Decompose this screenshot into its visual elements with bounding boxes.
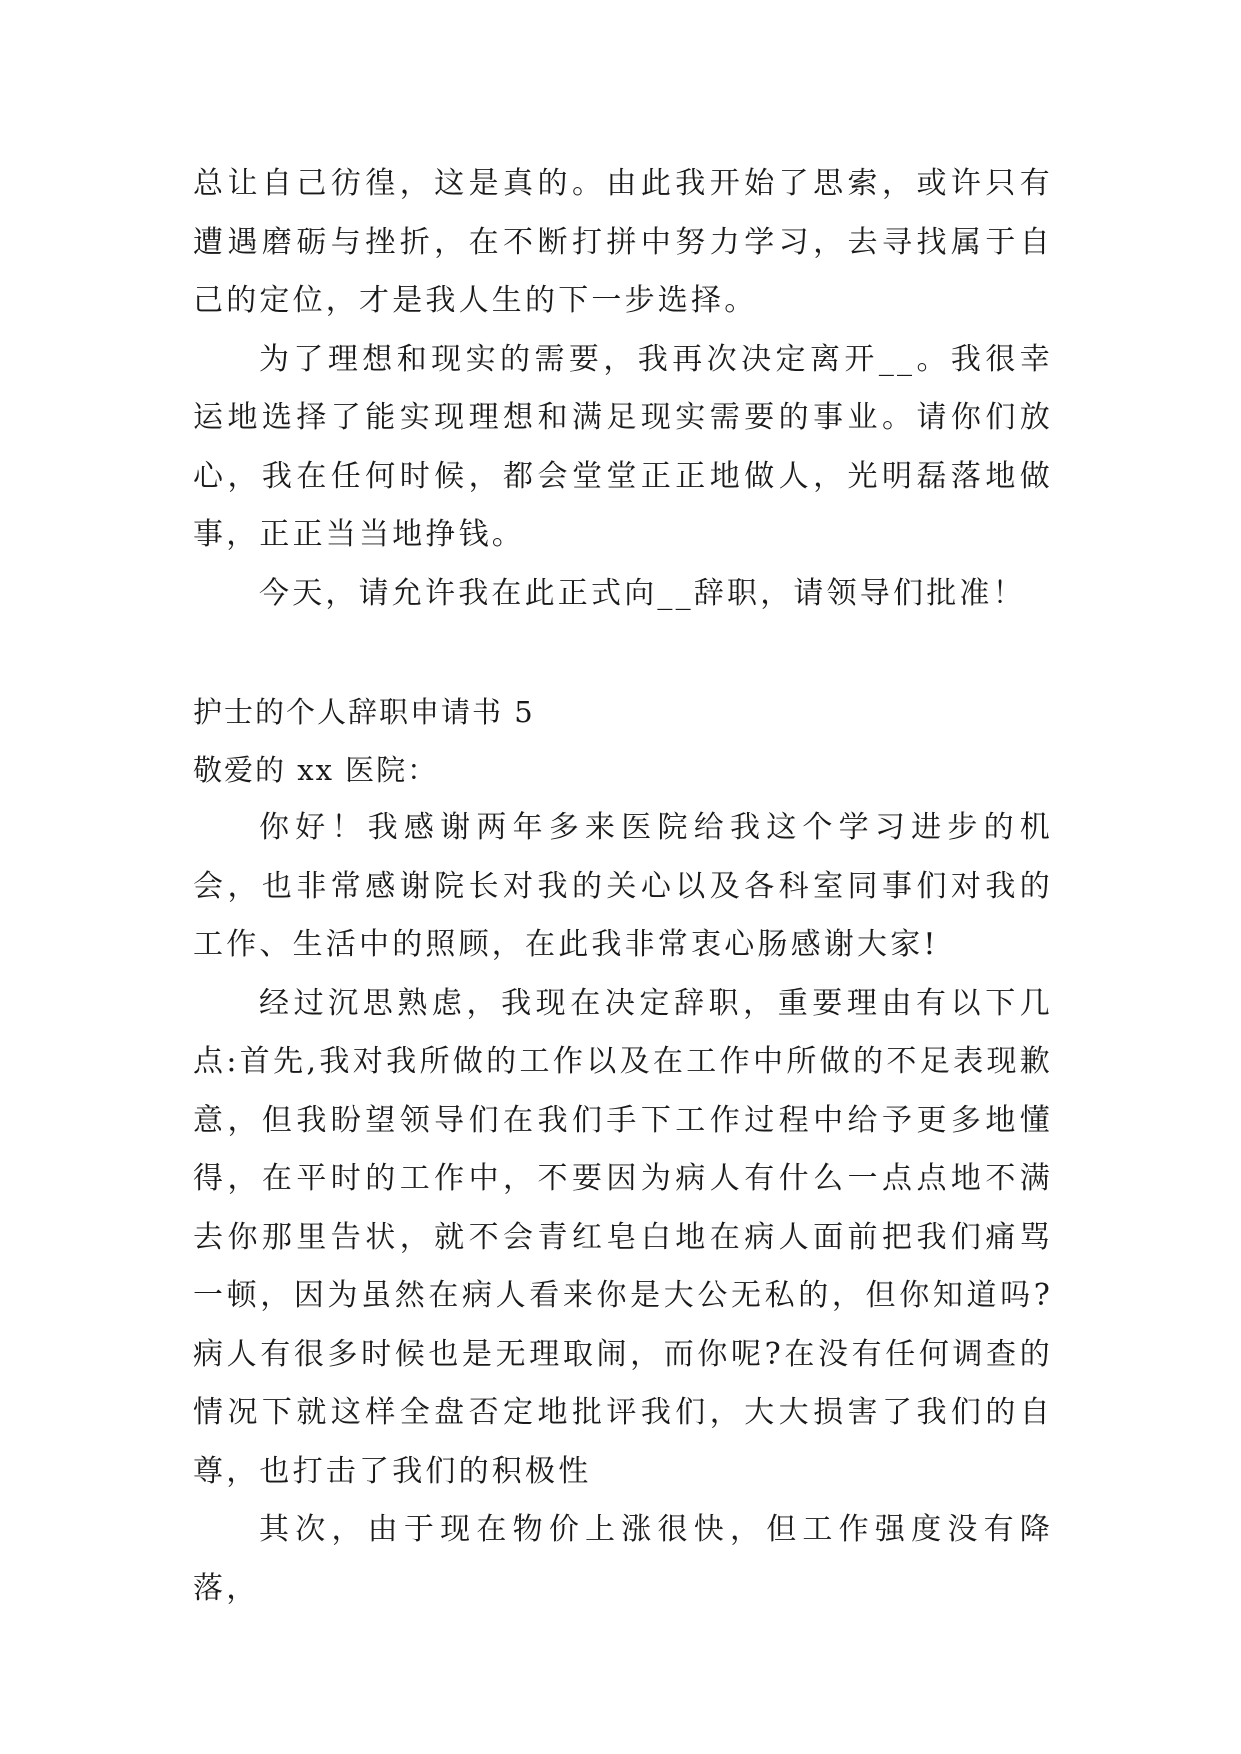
paragraph-second-reason: 其次，由于现在物价上涨很快，但工作强度没有降落， (193, 1512, 1053, 1606)
section-spacer (193, 623, 1053, 683)
paragraph-resignation-request: 今天，请允许我在此正式向__辞职，请领导们批准！ (259, 575, 1026, 611)
document-body (193, 155, 1053, 1618)
paragraph-reasons: 经过沉思熟虑，我现在决定辞职，重要理由有以下几点:首先,我对我所做的工作以及在工作中所做的不足表现歉意，但我盼望领导们在我们手下工作过程中给予更多地懂得，在平时的工作中，不要因为病人有什么一点点地不满去你那里告状，就不会青红皂白地在病人面前把我们痛骂一顿，因为虽然在病人看来你是大公无私的，但你知道吗?病人有很多时候也是无理取闹，而你呢?在没有任何调查的情况下就这样全盘否定地批评我们，大大损害了我们的自尊，也打击了我们的积极性 (193, 985, 1053, 1489)
paragraph-continuation: 总让自己彷徨，这是真的。由此我开始了思索，或许只有遭遇磨砺与挫折，在不断打拼中努力学习，去寻找属于自己的定位，才是我人生的下一步选择。 (193, 166, 1053, 318)
section-title: 护士的个人辞职申请书 5 (193, 695, 535, 729)
paragraph-leave-decision: 为了理想和现实的需要，我再次决定离开__。我很幸运地选择了能实现理想和满足现实需要的事业。请你们放心，我在任何时候，都会堂堂正正地做人，光明磊落地做事，正正当当地挣钱。 (193, 341, 1053, 552)
paragraph-thanks: 你好！我感谢两年多来医院给我这个学习进步的机会，也非常感谢院长对我的关心以及各科室同事们对我的工作、生活中的照顾，在此我非常衷心肠感谢大家! (193, 810, 1053, 962)
salutation: 敬爱的 xx 医院： (193, 753, 439, 787)
